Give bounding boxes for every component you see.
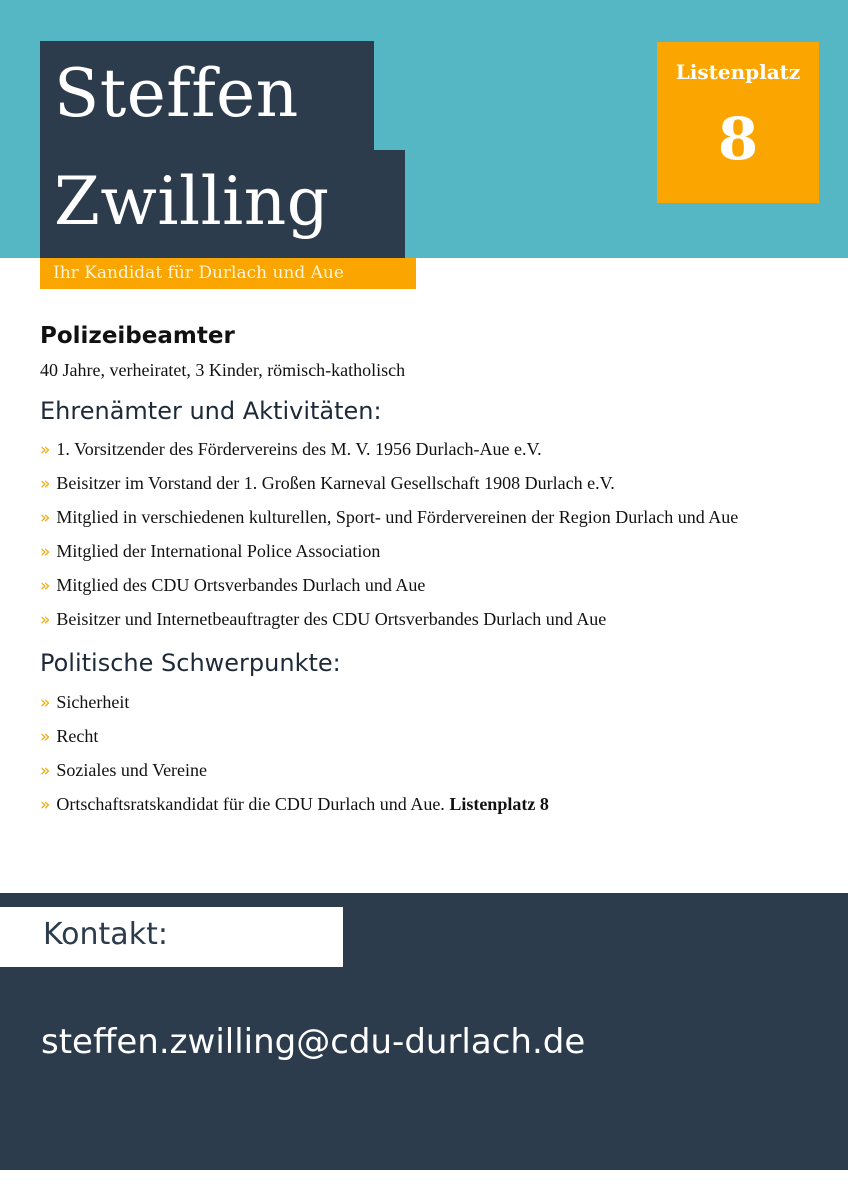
contact-label: Kontakt: [43,917,168,952]
list-item [40,539,738,573]
candidate-tagline: Ihr Kandidat für Durlach und Aue [40,258,416,289]
list-item [40,758,549,792]
list-item-text: Beisitzer und Internetbeauftragter des CDU Ortsverbandes Durlach und Aue [56,609,607,629]
chevron-bullet-icon: » [40,727,51,747]
list-item-text: Ortschaftsratskandidat für die CDU Durlach und Aue. [56,794,445,814]
chevron-bullet-icon: » [40,508,51,528]
contact-email: steffen.zwilling@cdu-durlach.de [41,1022,586,1062]
chevron-bullet-icon: » [40,542,51,562]
politics-heading: Politische Schwerpunkte: [40,649,341,677]
list-position-number: 8 [717,105,759,173]
list-position-badge [657,42,819,203]
candidate-first-name: Steffen [54,55,299,132]
list-item-text: Recht [56,726,99,746]
list-position-mention: Listenplatz 8 [449,794,549,814]
honorary-heading: Ehrenämter und Aktivitäten: [40,397,382,425]
candidate-last-name: Zwilling [54,163,330,240]
list-item [40,505,738,539]
list-item [40,724,549,758]
chevron-bullet-icon: » [40,474,51,494]
list-item-text: Soziales und Vereine [56,760,208,780]
honorary-list [40,437,738,641]
chevron-bullet-icon: » [40,761,51,781]
chevron-bullet-icon: » [40,576,51,596]
list-item [40,471,738,505]
list-position-label: Listenplatz [675,60,801,84]
list-item-text: Mitglied der International Police Association [56,541,381,561]
politics-list [40,690,549,826]
list-item-text: Mitglied des CDU Ortsverbandes Durlach und Aue [56,575,426,595]
list-item-text: Beisitzer im Vorstand der 1. Großen Karneval Gesellschaft 1908 Durlach e.V. [56,473,615,493]
list-item [40,437,738,471]
job-title: Polizeibeamter [40,323,235,349]
chevron-bullet-icon: » [40,610,51,630]
chevron-bullet-icon: » [40,440,51,460]
personal-info: 40 Jahre, verheiratet, 3 Kinder, römisch-katholisch [40,360,406,380]
list-item-text: Mitglied in verschiedenen kulturellen, Sport- und Fördervereinen der Region Durlach und Aue [56,507,739,527]
list-item-text: Sicherheit [56,692,130,712]
list-item [40,792,549,826]
list-item [40,690,549,724]
list-item [40,607,738,641]
chevron-bullet-icon: » [40,693,51,713]
list-item [40,573,738,607]
chevron-bullet-icon: » [40,795,51,815]
list-item-text: 1. Vorsitzender des Fördervereins des M. V. 1956 Durlach-Aue e.V. [56,439,542,459]
